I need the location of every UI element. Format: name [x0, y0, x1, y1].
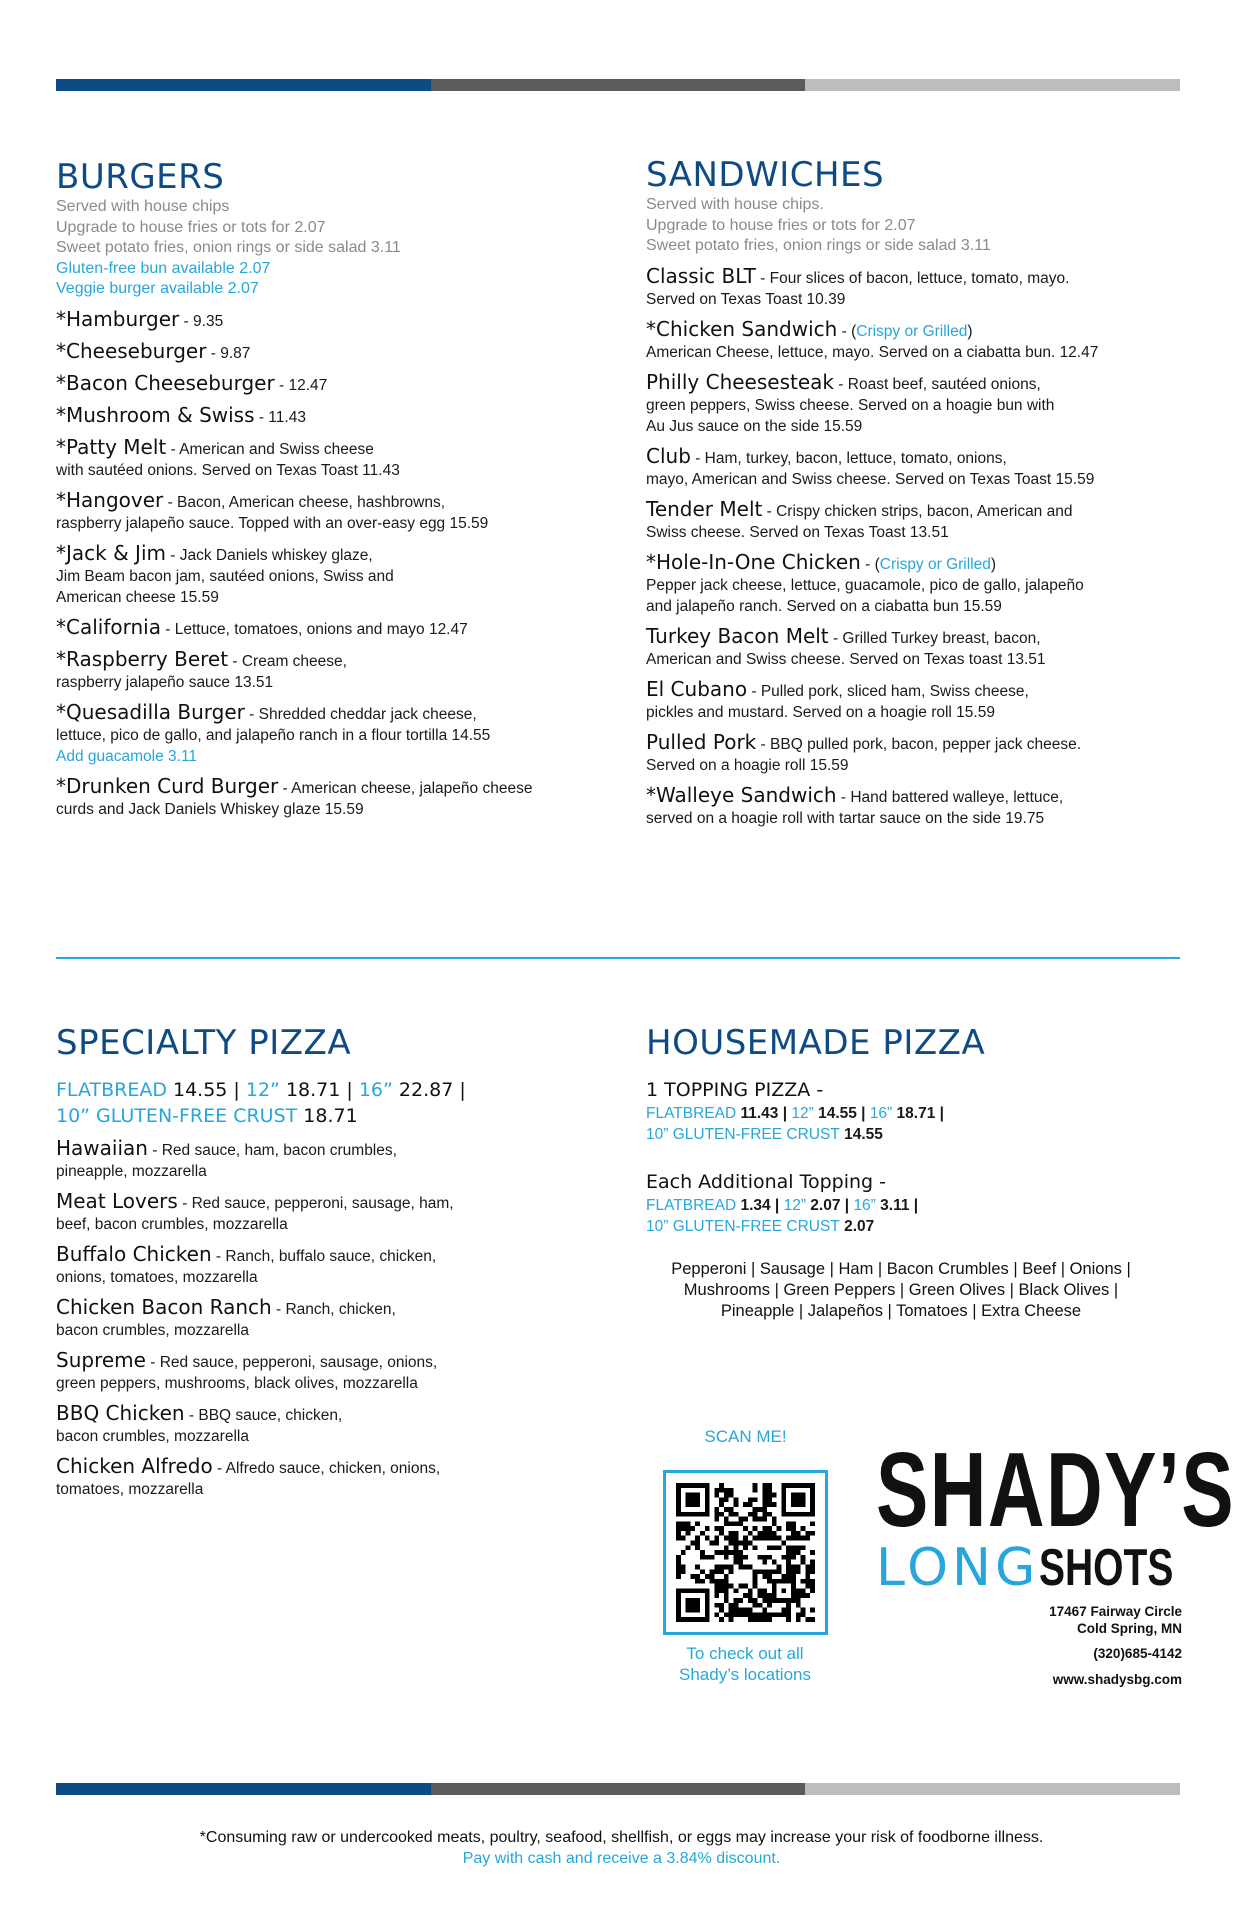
menu-item-desc-line: onions, tomatoes, mozzarella: [56, 1269, 258, 1286]
price-size-label: 12”: [791, 1105, 814, 1122]
menu-item: [56, 614, 616, 640]
menu-item-line: [56, 646, 616, 672]
menu-item-name: Turkey Bacon Melt: [646, 623, 829, 648]
section-note: Served with house chips: [56, 198, 230, 215]
section-note-highlight: Veggie burger available 2.07: [56, 280, 259, 297]
qr-code[interactable]: [663, 1470, 828, 1635]
menu-item: [56, 370, 616, 396]
menu-item: [646, 263, 1226, 310]
menu-item-desc-line: Pepper jack cheese, lettuce, guacamole, pico de gallo, jalapeño: [646, 576, 1084, 594]
section-note: Sweet potato fries, onion rings or side salad 3.11: [646, 237, 991, 254]
additional-topping-name: Each Additional Topping -: [646, 1171, 886, 1193]
price-value: 18.71: [297, 1105, 358, 1127]
menu-item-desc-line: curds and Jack Daniels Whiskey glaze 15.59: [56, 800, 364, 818]
price-value: 1.34 |: [736, 1197, 784, 1214]
menu-item-line: [56, 699, 616, 725]
menu-item-desc-line: tomatoes, mozzarella: [56, 1481, 204, 1498]
one-topping-price-line-1: [646, 1103, 1186, 1124]
menu-item-line: [56, 402, 616, 428]
menu-item: [56, 1350, 616, 1394]
section-note: Sweet potato fries, onion rings or side salad 3.11: [56, 239, 401, 256]
menu-item: [646, 443, 1226, 490]
toppings-line: Pepperoni | Sausage | Ham | Bacon Crumbles | Beef | Onions |: [671, 1260, 1131, 1278]
menu-item-desc: - 9.35: [179, 312, 224, 330]
menu-item-desc: - Pulled pork, sliced ham, Swiss cheese,: [747, 682, 1029, 700]
menu-item-desc: - Crispy chicken strips, bacon, American and: [762, 502, 1073, 520]
one-topping-block: [646, 1077, 1186, 1145]
logo-long: LONG: [876, 1538, 1040, 1598]
menu-item: [646, 729, 1226, 776]
menu-item-desc: - Shredded cheddar jack cheese,: [244, 705, 477, 723]
menu-item-desc-close: ): [967, 322, 973, 340]
menu-item-desc-line: mayo, American and Swiss cheese. Served on Texas Toast 15.59: [646, 470, 1095, 488]
menu-item-desc: - 9.87: [206, 344, 251, 362]
sandwiches-item-list: [646, 263, 1226, 829]
shadys-logo: [876, 1431, 1236, 1598]
burgers-item-list: [56, 306, 616, 820]
price-value: 3.11 |: [875, 1197, 919, 1214]
one-topping-name: 1 TOPPING PIZZA -: [646, 1079, 824, 1101]
menu-item-name: *Walleye Sandwich: [646, 782, 837, 807]
menu-item-desc: - Four slices of bacon, lettuce, tomato, mayo.: [755, 269, 1070, 287]
address-street: 17467 Fairway Circle: [1049, 1604, 1182, 1619]
menu-item-line: [646, 316, 1226, 342]
menu-item-line: [56, 1297, 616, 1320]
menu-item-desc-line: Served on a hoagie roll 15.59: [646, 756, 849, 774]
sandwiches-title: SANDWICHES: [646, 155, 885, 195]
menu-item-desc-line: raspberry jalapeño sauce 13.51: [56, 673, 274, 691]
bottom-color-bar: [56, 1783, 1180, 1795]
menu-item-desc-close: ): [990, 555, 997, 573]
menu-item-line: [646, 496, 1226, 522]
price-size-label: 10” GLUTEN-FREE CRUST: [646, 1218, 840, 1235]
menu-item-desc: - Grilled Turkey breast, bacon,: [828, 629, 1041, 647]
menu-item: [56, 1403, 616, 1447]
menu-item-name: *Patty Melt: [56, 434, 167, 459]
menu-item: [56, 646, 616, 693]
menu-item-desc-line: Jim Beam bacon jam, sautéed onions, Swiss and: [56, 567, 394, 585]
housemade-pizza-section: [646, 1023, 1186, 1322]
menu-item: [646, 496, 1226, 543]
menu-item: [56, 306, 616, 332]
menu-item-desc-line: raspberry jalapeño sauce. Topped with an over-easy egg 15.59: [56, 514, 489, 532]
menu-item-name: El Cubano: [646, 676, 748, 701]
menu-item-desc: - 12.47: [274, 376, 328, 394]
menu-item-name: Hawaiian: [56, 1136, 148, 1160]
menu-item-desc: - Alfredo sauce, chicken, onions,: [212, 1460, 441, 1477]
menu-item-desc: - Ranch, chicken,: [271, 1301, 396, 1318]
price-size-label: FLATBREAD: [56, 1079, 167, 1101]
toppings-list: [646, 1259, 1156, 1322]
menu-item: [56, 773, 616, 820]
menu-item-line: [56, 370, 616, 396]
additional-topping-price-line-1: [646, 1195, 1186, 1216]
top-color-bar: [56, 79, 1180, 91]
cash-discount-note: Pay with cash and receive a 3.84% discount.: [462, 1850, 781, 1867]
section-divider: [56, 957, 1180, 959]
address-city: Cold Spring, MN: [1077, 1621, 1182, 1636]
section-note: Served with house chips.: [646, 196, 824, 213]
menu-item-desc: - American and Swiss cheese: [166, 440, 374, 458]
menu-item-name: Club: [646, 443, 691, 468]
menu-item-name: *Raspberry Beret: [56, 646, 229, 671]
menu-item-option: Crispy or Grilled: [856, 322, 968, 340]
sandwiches-notes: [646, 195, 1226, 257]
menu-item-line: [56, 306, 616, 332]
menu-item: [646, 369, 1226, 437]
burgers-title: BURGERS: [56, 157, 225, 197]
toppings-line: Pineapple | Jalapeños | Tomatoes | Extra Cheese: [720, 1302, 1082, 1320]
menu-item: [56, 1297, 616, 1341]
menu-item-desc: - Bacon, American cheese, hashbrowns,: [163, 493, 445, 511]
menu-item-desc-line: pineapple, mozzarella: [56, 1163, 207, 1180]
menu-item-name: *Bacon Cheeseburger: [56, 370, 275, 395]
menu-item-name: Supreme: [56, 1348, 146, 1372]
menu-item-desc-line: beef, bacon crumbles, mozzarella: [56, 1216, 288, 1233]
price-value: 14.55 |: [166, 1079, 246, 1101]
menu-item: [646, 549, 1226, 617]
menu-item-name: *Chicken Sandwich: [646, 316, 838, 341]
menu-item-name: Meat Lovers: [56, 1189, 178, 1213]
menu-item-name: *California: [56, 614, 161, 639]
menu-item: [56, 338, 616, 364]
menu-item-desc: - Jack Daniels whiskey glaze,: [165, 546, 373, 564]
menu-item-name: Buffalo Chicken: [56, 1242, 212, 1266]
price-size-label: 16”: [358, 1079, 393, 1101]
scan-me-label: SCAN ME!: [704, 1427, 787, 1446]
qr-caption-line-2: Shady’s locations: [679, 1665, 811, 1684]
price-value: 18.71 |: [279, 1079, 359, 1101]
specialty-price-line-1: [56, 1077, 616, 1103]
specialty-pizza-section: [56, 1023, 616, 1500]
menu-item-desc-line: green peppers, mushrooms, black olives, mozzarella: [56, 1375, 418, 1392]
menu-item-name: *Jack & Jim: [56, 540, 166, 565]
menu-item-line: [646, 263, 1226, 289]
menu-item: [56, 1191, 616, 1235]
menu-item-desc-line: American and Swiss cheese. Served on Texas toast 13.51: [646, 650, 1046, 668]
menu-item: [56, 434, 616, 481]
section-note: Upgrade to house fries or tots for 2.07: [646, 216, 916, 234]
price-size-label: FLATBREAD: [646, 1197, 737, 1214]
price-size-label: 10” GLUTEN-FREE CRUST: [56, 1105, 298, 1127]
qr-caption-line-1: To check out all: [686, 1644, 804, 1663]
address: [960, 1603, 1182, 1637]
menu-item-line: [56, 614, 616, 640]
menu-item-desc: - American cheese, jalapeño cheese: [278, 779, 533, 797]
menu-item: [56, 1244, 616, 1288]
menu-item-name: *Mushroom & Swiss: [56, 402, 255, 427]
price-value: 11.43 |: [736, 1105, 792, 1122]
price-size-label: 12”: [245, 1079, 280, 1101]
menu-item-desc-line: Swiss cheese. Served on Texas Toast 13.51: [646, 523, 949, 541]
sandwiches-section: [646, 155, 1226, 829]
menu-item-desc: - Ranch, buffalo sauce, chicken,: [211, 1248, 437, 1265]
logo-longshots: [876, 1538, 1182, 1598]
menu-item-desc: - Cream cheese,: [228, 652, 347, 670]
menu-item-line: [646, 782, 1226, 808]
menu-item: [56, 487, 616, 534]
menu-item-desc-line: bacon crumbles, mozzarella: [56, 1322, 249, 1339]
footer: [0, 1827, 1243, 1869]
specialty-price-line-2: [56, 1103, 616, 1129]
menu-item: [56, 540, 616, 608]
toppings-line: Mushrooms | Green Peppers | Green Olives | Black Olives |: [683, 1281, 1119, 1299]
menu-item-line: [56, 540, 616, 566]
menu-item-desc-line: Au Jus sauce on the side 15.59: [646, 417, 863, 435]
menu-item-desc-line: green peppers, Swiss cheese. Served on a hoagie bun with: [646, 396, 1055, 414]
menu-item-name: Pulled Pork: [646, 729, 757, 754]
menu-item-desc: - Roast beef, sautéed onions,: [833, 375, 1041, 393]
price-value: 2.07: [839, 1218, 875, 1235]
menu-item-name: Philly Cheesesteak: [646, 369, 834, 394]
menu-item-desc: - BBQ pulled pork, bacon, pepper jack cheese.: [756, 735, 1082, 753]
menu-item-desc: - (: [837, 322, 857, 340]
section-note: Upgrade to house fries or tots for 2.07: [56, 218, 326, 236]
menu-item-desc: - Red sauce, pepperoni, sausage, ham,: [177, 1195, 454, 1212]
qr-code-icon: [676, 1483, 815, 1622]
menu-item-line: [646, 676, 1226, 702]
menu-item-line: [56, 434, 616, 460]
menu-item-desc: - 11.43: [254, 408, 306, 426]
menu-item-desc: - Red sauce, pepperoni, sausage, onions,: [145, 1354, 438, 1371]
menu-item-name: BBQ Chicken: [56, 1401, 185, 1425]
price-size-label: 12”: [783, 1197, 806, 1214]
burgers-notes: [56, 197, 616, 300]
menu-item-name: *Hangover: [56, 487, 164, 512]
housemade-pizza-title: HOUSEMADE PIZZA: [646, 1023, 986, 1063]
menu-item-desc: - BBQ sauce, chicken,: [184, 1407, 343, 1424]
menu-item-name: *Hamburger: [56, 306, 180, 331]
menu-item-name: *Hole-In-One Chicken: [646, 549, 861, 574]
menu-item-name: *Cheeseburger: [56, 338, 207, 363]
specialty-pizza-item-list: [56, 1138, 616, 1500]
menu-item-desc: - Lettuce, tomatoes, onions and mayo 12.47: [160, 620, 468, 638]
section-note-highlight: Gluten-free bun available 2.07: [56, 259, 271, 277]
menu-item-desc-line: served on a hoagie roll with tartar sauce on the side 19.75: [646, 809, 1045, 827]
menu-item-desc-line: and jalapeño ranch. Served on a ciabatta bun 15.59: [646, 597, 1002, 615]
menu-item-name: *Quesadilla Burger: [56, 699, 245, 724]
menu-item: [56, 699, 616, 767]
menu-item-line: [56, 1138, 616, 1161]
menu-item-option: Crispy or Grilled: [879, 555, 991, 573]
menu-item-name: Classic BLT: [646, 263, 756, 288]
menu-item-desc: - Red sauce, ham, bacon crumbles,: [147, 1142, 397, 1159]
qr-caption: [640, 1643, 850, 1685]
menu-item-desc: - Ham, turkey, bacon, lettuce, tomato, onions,: [690, 449, 1007, 467]
menu-item-name: *Drunken Curd Burger: [56, 773, 279, 798]
price-size-label: 16”: [869, 1105, 893, 1122]
menu-item-line: [646, 623, 1226, 649]
menu-item: [646, 316, 1226, 363]
menu-item-desc: - Hand battered walleye, lettuce,: [836, 788, 1064, 806]
menu-item-line: [56, 1403, 616, 1426]
menu-item-line: [646, 549, 1226, 575]
price-size-label: FLATBREAD: [646, 1105, 737, 1122]
price-value: 18.71 |: [892, 1105, 944, 1122]
menu-item-desc-line: with sautéed onions. Served on Texas Toast 11.43: [56, 461, 400, 479]
menu-item-desc-line: American cheese 15.59: [56, 588, 219, 606]
menu-item-name: Tender Melt: [646, 496, 763, 521]
menu-item: [56, 1456, 616, 1500]
foodborne-warning: *Consuming raw or undercooked meats, poultry, seafood, shellfish, or eggs may increase your risk of foodborne illness.: [199, 1829, 1044, 1846]
specialty-pizza-title: SPECIALTY PIZZA: [56, 1023, 352, 1063]
burgers-section: [56, 157, 616, 820]
additional-topping-block: [646, 1169, 1186, 1237]
menu-item-desc-line: lettuce, pico de gallo, and jalapeño ranch in a flour tortilla 14.55: [56, 726, 491, 744]
menu-item-name: Chicken Alfredo: [56, 1454, 213, 1478]
price-value: 22.87 |: [392, 1079, 466, 1101]
logo-shadys: SHADY’S: [876, 1431, 1236, 1549]
menu-item-line: [56, 773, 616, 799]
menu-item: [646, 623, 1226, 670]
menu-item-line: [56, 1244, 616, 1267]
menu-item-desc-line: Served on Texas Toast 10.39: [646, 290, 846, 308]
menu-item-desc-line: American Cheese, lettuce, mayo. Served on a ciabatta bun. 12.47: [646, 343, 1099, 361]
price-value: 2.07 |: [806, 1197, 854, 1214]
menu-item-desc-line: pickles and mustard. Served on a hoagie roll 15.59: [646, 703, 995, 721]
menu-item-line: [56, 1350, 616, 1373]
menu-item-line: [646, 443, 1226, 469]
price-size-label: 16”: [853, 1197, 876, 1214]
menu-item-name: Chicken Bacon Ranch: [56, 1295, 272, 1319]
menu-item: [646, 782, 1226, 829]
menu-item-desc: - (: [860, 555, 880, 573]
price-value: 14.55: [839, 1126, 883, 1143]
price-size-label: 10” GLUTEN-FREE CRUST: [646, 1126, 840, 1143]
logo-shots: SHOTS: [1039, 1539, 1174, 1597]
one-topping-price-line-2: [646, 1124, 1186, 1145]
menu-item: [56, 1138, 616, 1182]
menu-item-addon: Add guacamole 3.11: [56, 747, 198, 765]
menu-item-line: [56, 338, 616, 364]
menu-item-line: [56, 1191, 616, 1214]
phone-number: (320)685-4142: [1093, 1646, 1182, 1661]
menu-item-line: [646, 729, 1226, 755]
menu-item-desc-line: bacon crumbles, mozzarella: [56, 1428, 249, 1445]
price-value: 14.55 |: [813, 1105, 870, 1122]
menu-item: [56, 402, 616, 428]
menu-item-line: [56, 487, 616, 513]
menu-item-line: [646, 369, 1226, 395]
menu-item-line: [56, 1456, 616, 1479]
menu-item: [646, 676, 1226, 723]
additional-topping-price-line-2: [646, 1216, 1186, 1237]
website-link[interactable]: www.shadysbg.com: [1052, 1672, 1182, 1687]
